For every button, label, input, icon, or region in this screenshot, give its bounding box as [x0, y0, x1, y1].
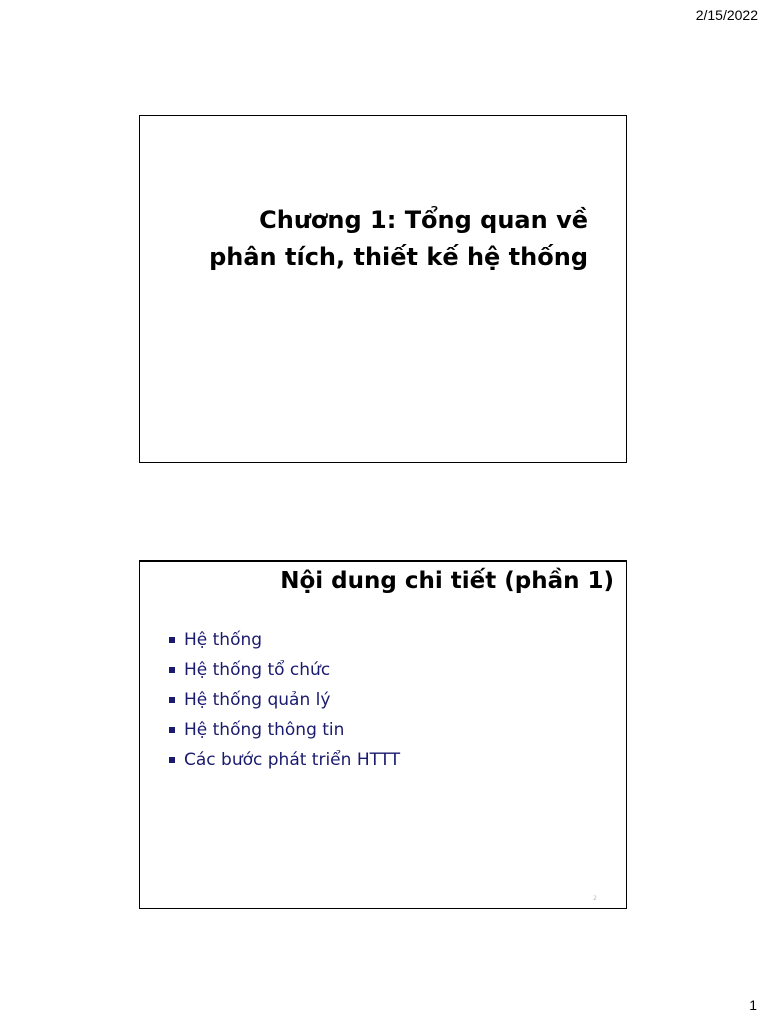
- page-number: 1: [749, 997, 757, 1013]
- square-bullet-icon: [169, 637, 175, 643]
- list-item: [169, 625, 400, 655]
- list-item: [169, 685, 400, 715]
- slide-1-title: [209, 202, 588, 276]
- list-item: [169, 745, 400, 775]
- slide-1: [139, 115, 627, 463]
- bullet-text: Hệ thống quản lý: [184, 690, 331, 710]
- square-bullet-icon: [169, 697, 175, 703]
- bullet-list: [169, 625, 400, 775]
- bullet-text: Hệ thống thông tin: [184, 720, 345, 740]
- square-bullet-icon: [169, 727, 175, 733]
- slide-2: [139, 560, 627, 909]
- square-bullet-icon: [169, 757, 175, 763]
- slide-2-title: Nội dung chi tiết (phần 1): [280, 568, 614, 594]
- list-item: [169, 655, 400, 685]
- list-item: [169, 715, 400, 745]
- bullet-text: Hệ thống tổ chức: [184, 660, 331, 680]
- slide-1-title-line-1: Chương 1: Tổng quan về: [259, 206, 588, 234]
- slide-1-title-line-2: phân tích, thiết kế hệ thống: [209, 243, 588, 271]
- slide-number: 2: [593, 895, 597, 902]
- page-date: 2/15/2022: [695, 7, 758, 23]
- square-bullet-icon: [169, 667, 175, 673]
- bullet-text: Hệ thống: [184, 630, 263, 650]
- bullet-text: Các bước phát triển HTTT: [184, 750, 401, 770]
